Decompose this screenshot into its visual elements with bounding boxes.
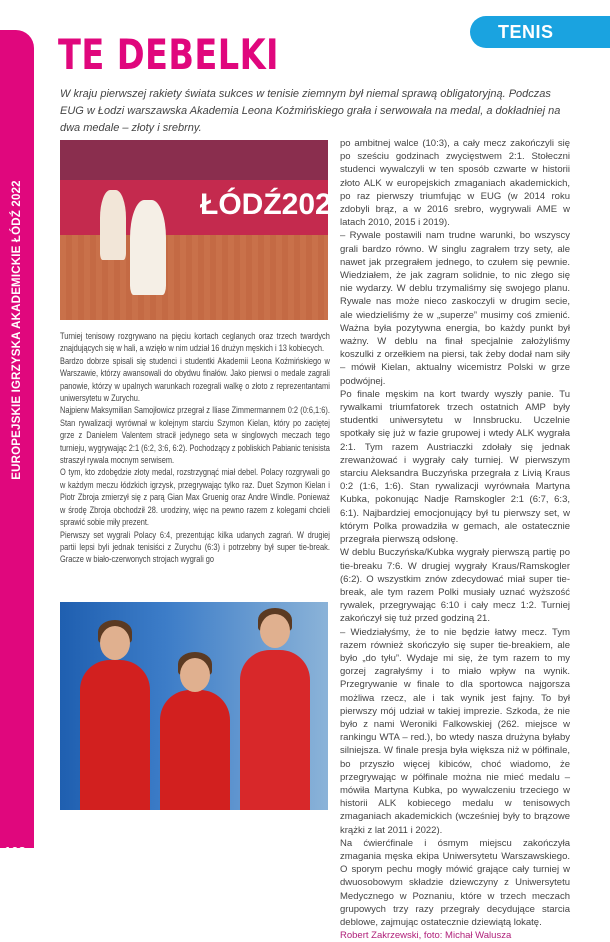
paragraph: Turniej tenisowy rozgrywano na pięciu kortach ceglanych oraz trzech twardych znajdujących się w hali, a wzięło w nim udział 16 drużyn męskich i 13 kobiecych. <box>60 331 330 355</box>
paragraph: Pierwszy set wygrali Polacy 6:4, prezentując kilka udanych zagrań. W drugiej partii lepsi byli jednak tenisiści z Zurychu (6:3) i potrzebny był super tie-break. Gracze w biało-czerwonych strojach wygrali go <box>60 529 330 566</box>
event-banner: ŁÓDŹ2022 <box>200 188 349 221</box>
article-title: TE DEBELKI <box>58 30 279 79</box>
paragraph: – Wiedziałyśmy, że to nie będzie łatwy mecz. Tym razem również skończyło się super tie-breakiem, ale było „do tyłu”. Wydaje mi się, że tym razem to my gorzej zagrałyśmy i to miało wpływ na wynik. Przegrywanie w finale to dla sportowca najgorsza możliwa rzecz, ale i tak wynik jest fajny. To był pierwszy mój udział w takiej imprezie. Szkoda, że nie było z nami Weroniki Falkowskiej (262. miejsce w rankingu WTA – red.), bo wtedy nasza drużyna byłaby silniejsza. W finale presja była większa niż w półfinale, bo przyszło więcej kibiców, choć wiadomo, że przegrywając w półfinale można nie mieć medalu – mówiła Martyna Kubka, po wywalczeniu trzeciego w historii ALK kobiecego medalu w tenisowych zmaganiach akademickich (wcześniej były to brązowe krążki z lat 2011 i 2022). <box>340 626 570 836</box>
sidebar-band <box>0 30 34 859</box>
section-tab: TENIS <box>470 16 610 48</box>
medalists-photo <box>60 602 328 810</box>
paragraph: Bardzo dobrze spisali się studenci i studentki Akademii Leona Koźmińskiego w Warszawie, którzy awansowali do obydwu finałów. Jako pierwsi o medale zagrali panowie, którzy w upalnych warunkach rozegrali walkę o złoto z reprezentantami uniwersytetu w Zurychu. <box>60 355 330 405</box>
paragraph: – Rywale postawili nam trudne warunki, bo wszyscy grali bardzo równo. W singlu zagrałem trzy sety, ale nawet jak przegrałem jednego, to czułem się pewnie. Wiedziałem, że jak zagram solidnie, to nic złego się nie wydarzy. W deblu trzymaliśmy się swojego planu. Rywale nas może nieco zaskoczyli w drugim secie, ale wiedzieliśmy że w „superze” musimy coś zmienić. Ważna była pozytywna energia, bo każdy punkt był ważny. W deblu na finał specjalnie założyliśmy koszulki z orzełkiem na piersi, tak żeby dodał nam siły – mówił Kielan, aktualny wicemistrz Polski w grze podwójnej. <box>340 230 570 387</box>
left-column <box>60 331 330 567</box>
sidebar-title: EUROPEJSKIE IGRZYSKA AKADEMICKIE ŁÓDŹ 2022 <box>11 180 23 480</box>
paragraph: O tym, kto zdobędzie złoty medal, rozstrzygnąć miał debel. Polacy rozgrywali go w każdym meczu łódzkich igrzysk, przegrywając tylko raz. Duet Szymon Kielan i Piotr Zbroja zmierzył się z parą Gian Max Gruenig oraz Andre Windle. Ponieważ w środę Zbroja obchodził 28. urodziny, więc na pewno razem z kolegami chcieli sprawić sobie miły prezent. <box>60 467 330 529</box>
page-number: 108 <box>4 844 26 859</box>
paragraph: W deblu Buczyńska/Kubka wygrały pierwszą partię po tie-breaku 7:6. W drugiej wygrały Kraus/Ramskogler (6:2). O wszystkim znów zdecydować miał super tie-break, ale tym razem Polki musiały uznać wyższość rywalek, przegrywając 6:10 i cały mecz 1:2. Turniej zakończył się tuż przed godziną 21. <box>340 547 570 625</box>
paragraph: Najpierw Maksymilian Samojłowicz przegrał z Iliase Zimmermannem 0:2 (0:6,1:6). Stan rywalizacji wyrównał w kolejnym starciu Szymon Kielan, który po zaciętej grze z Danielem Valentem stracił jedynego seta w singlowych meczach tego turnieju, wygrywając 2:1 (6:2, 3:6, 6:2). Pochodzący z pobliskich Pabianic tenisista straszył rywala mocnym serwisem. <box>60 405 330 467</box>
tennis-match-photo <box>60 140 349 320</box>
right-column <box>340 137 570 942</box>
paragraph: Po finale męskim na kort twardy wyszły panie. Tu rywalkami triumfatorek trzech ostatnich AMP były studentki uniwersytetu w Innsbrucku. Uczelnie spotkały się już w fazie grupowej i wtedy ALK wygrała 2:1. Tym razem Austriaczki zdołały się jednak zrewanżować i wygrały cały turniej. W pierwszym starciu Aleksandra Buczyńska przegrała z Livią Kraus 0:2 (1:6, 1:6). Stan rywalizacji wyrównała Martyna Kubka, pokonując Nadje Ramskogler 2:1 (6:7, 6:3, 6:1). Najbardziej emocjonujący był tu pierwszy set, w którym Polka prowadziła w gemach, ale ostatecznie przegrała pierwszą odsłonę. <box>340 388 570 546</box>
article-lead: W kraju pierwszej rakiety świata sukces w tenisie ziemnym był niemal sprawą obligatoryjną. Podczas EUG w Łodzi warszawska Akademia Leona Koźmińskiego grała i serwowała na medal, a dokładniej na dwa medale – złoty i srebrny. <box>60 88 561 134</box>
paragraph: po ambitnej walce (10:3), a cały mecz zakończyli się po sześciu godzinach zwycięstwem 2:1. Stołeczni studenci wywalczyli w ten sposób czwarte w historii złoto ALK w europejskich zmaganiach akademickich, po raz pierwszy triumfując w EUG (w 2014 roku zdobyli brąz, a w 2016 srebro, wygrywali AME w latach 2010, 2015 i 2019). <box>340 138 570 229</box>
paragraph: Na ćwierćfinale i ósmym miejscu zakończyła zmagania męska ekipa Uniwersytetu Warszawskiego. O sporym pechu mogły mówić grające cały turniej w dwuosobowym składzie dziewczyny z Uniwersytetu Medycznego w Poznaniu, które w trzech meczach grupowych trzy razy przegrały decydujące starcia deblowe, zajmując ostatecznie dziewiątą lokatę. <box>340 837 570 928</box>
author-credit: Robert Zakrzewski, foto: Michał Walusza <box>340 930 512 942</box>
